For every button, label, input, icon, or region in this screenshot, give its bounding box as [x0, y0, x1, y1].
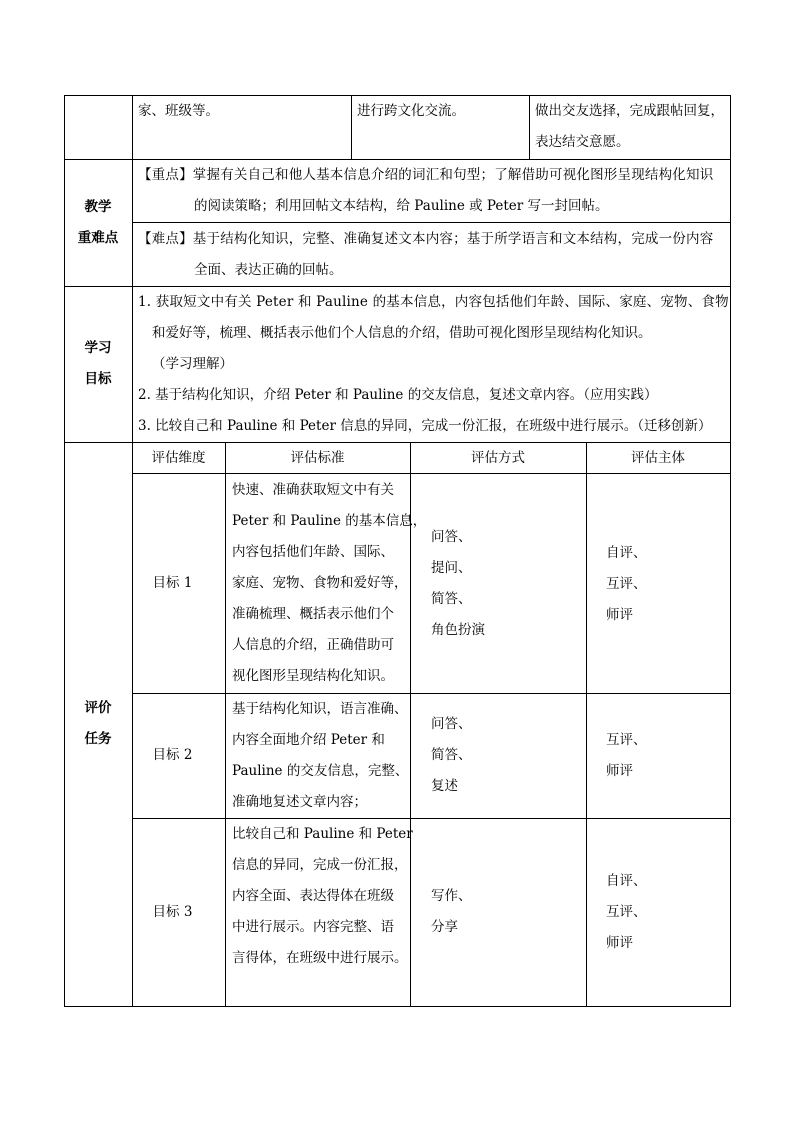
eval-row1-method-l2: 提问、	[431, 560, 472, 576]
goal-1-line3: （学习理解）	[152, 356, 233, 372]
eval-row1-standard-l4: 家庭、宠物、食物和爱好等，	[232, 575, 408, 591]
rule-eval-col3	[586, 442, 587, 1007]
eval-header-dimension: 评估维度	[151, 450, 206, 466]
rule-row0-col2	[351, 95, 352, 160]
eval-row1-method-l4: 角色扮演	[431, 622, 485, 638]
eval-row3-standard-l5: 言得体，在班级中进行展示。	[232, 950, 408, 966]
eval-header-method: 评估方式	[471, 450, 525, 466]
goal-1-line1: 1. 获取短文中有关 Peter 和 Pauline 的基本信息，内容包括他们年龄、国际、家庭、宠物、食物	[138, 294, 729, 310]
eval-row1-subject-l1: 自评、	[606, 545, 647, 561]
eval-row2-standard-l3: Pauline 的交友信息，完整、	[232, 763, 409, 779]
eval-row1-standard-l7: 视化图形呈现结构化知识。	[232, 668, 394, 684]
eval-row1-standard-l6: 人信息的介绍，正确借助可	[232, 637, 394, 653]
eval-row2-standard-l4: 准确地复述文章内容；	[232, 794, 367, 810]
rule-eval-row1-bottom	[132, 693, 731, 694]
eval-row3-method-l1: 写作、	[431, 888, 472, 904]
eval-row1-subject-l3: 师评	[606, 607, 633, 623]
difficulty-label-line1: 教学	[84, 199, 112, 215]
eval-header-subject: 评估主体	[631, 450, 685, 466]
goal-1-line2: 和爱好等，梳理、概括表示他们个人信息的介绍，借助可视化图形呈现结构化知识。	[152, 325, 652, 341]
eval-row2-subject-l1: 互评、	[606, 732, 647, 748]
row0-cell-c: 进行跨文化交流。	[357, 103, 465, 119]
row0-cell-d-line2: 表达结交意愿。	[535, 134, 630, 150]
eval-row2-standard-l1: 基于结构化知识，语言准确、	[232, 701, 408, 717]
rule-right	[730, 95, 731, 1007]
difficult-point-line1: 【难点】基于结构化知识，完整、准确复述文本内容；基于所学语言和文本结构，完成一份内容	[138, 231, 714, 247]
eval-row2-method-l1: 问答、	[431, 716, 472, 732]
rule-eval-col1	[225, 442, 226, 1007]
eval-row1-standard-l2: Peter 和 Pauline 的基本信息，	[232, 513, 427, 529]
eval-row3-method-l2: 分享	[431, 919, 458, 935]
eval-row3-subject-l3: 师评	[606, 935, 633, 951]
eval-row3-subject-l1: 自评、	[606, 873, 647, 889]
eval-row1-method-l1: 问答、	[431, 529, 472, 545]
eval-row2-subject-l2: 师评	[606, 763, 633, 779]
evaluation-label-line2: 任务	[84, 731, 112, 747]
eval-row3-standard-l3: 内容全面、表达得体在班级	[232, 888, 394, 904]
eval-row2-method-l2: 简答、	[431, 747, 472, 763]
goal-2: 2. 基于结构化知识，介绍 Peter 和 Pauline 的交友信息，复述文章内容。（应用实践）	[138, 387, 658, 403]
key-point-line2: 的阅读策略；利用回帖文本结构，给 Pauline 或 Peter 写一封回帖。	[194, 198, 609, 214]
row0-cell-d-line1: 做出交友选择，完成跟帖回复，	[535, 103, 724, 119]
rule-keypoint-bottom	[132, 222, 731, 223]
rule-label-col	[132, 95, 133, 1007]
row0-cell-b: 家、班级等。	[138, 103, 219, 119]
rule-eval-row2-bottom	[132, 818, 731, 819]
eval-row1-dimension: 目标 1	[152, 575, 193, 591]
eval-header-standard: 评估标准	[290, 450, 345, 466]
eval-row3-standard-l2: 信息的异同，完成一份汇报，	[232, 857, 408, 873]
goals-label-line1: 学习	[84, 340, 112, 356]
eval-row1-method-l3: 简答、	[431, 591, 472, 607]
difficulty-label-line2: 重难点	[77, 230, 119, 246]
eval-row1-standard-l1: 快速、准确获取短文中有关	[232, 482, 394, 498]
eval-row3-subject-l2: 互评、	[606, 904, 647, 920]
eval-row2-dimension: 目标 2	[152, 747, 193, 763]
rule-row0-col3	[529, 95, 530, 160]
eval-row1-standard-l5: 准确梳理、概括表示他们个	[232, 606, 394, 622]
eval-row1-standard-l3: 内容包括他们年龄、国际、	[232, 544, 394, 560]
eval-row3-standard-l1: 比较自己和 Pauline 和 Peter	[232, 826, 413, 842]
evaluation-label-line1: 评价	[84, 700, 112, 716]
goal-3: 3. 比较自己和 Pauline 和 Peter 信息的异同，完成一份汇报，在班级中进行展示。（迁移创新）	[138, 418, 712, 434]
difficult-point-line2: 全面、表达正确的回帖。	[194, 262, 343, 278]
eval-row3-standard-l4: 中进行展示。内容完整、语	[232, 919, 394, 935]
rule-bottom	[64, 1006, 731, 1007]
eval-row2-method-l3: 复述	[431, 778, 458, 794]
eval-row2-standard-l2: 内容全面地介绍 Peter 和	[232, 732, 385, 748]
goals-label-line2: 目标	[84, 371, 112, 387]
eval-row3-dimension: 目标 3	[152, 904, 193, 920]
eval-row1-subject-l2: 互评、	[606, 576, 647, 592]
key-point-line1: 【重点】掌握有关自己和他人基本信息介绍的词汇和句型；了解借助可视化图形呈现结构化知识	[138, 167, 714, 183]
